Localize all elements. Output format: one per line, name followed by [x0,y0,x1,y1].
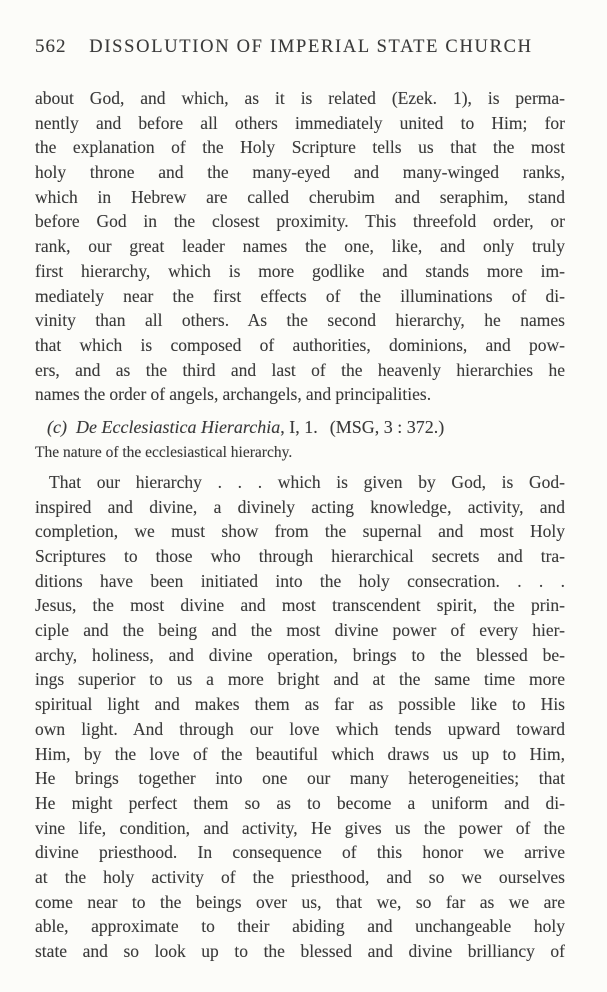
text-line: able, approximate to their abiding and unchangeable holy [35,916,565,937]
running-title: DISSOLUTION OF IMPERIAL STATE CHURCH [89,37,533,57]
text-line: mediately near the first effects of the illuminations of di- [35,285,565,306]
text-line: the explanation of the Holy Scripture tells us that the most [35,137,565,158]
text-line: Scriptures to those who through hierarchical secrets and tra- [35,546,565,566]
text-line: names the order of angels, archangels, and principalities. [35,384,432,405]
text-line: before God in the closest proximity. This threefold order, or [35,211,565,232]
text-line: That our hierarchy . . . which is given by God, is God- [49,471,565,492]
text-line: spiritual light and makes them as far as possible like to His [35,694,565,715]
text-line: ers, and as the third and last of the heavenly hierarchies he [35,359,565,380]
text-line: Him, by the love of the beautiful which draws us up to Him, [35,743,565,764]
text-line: archy, holiness, and divine operation, brings to the blessed be- [35,644,565,665]
text-line: ditions have been initiated into the holy consecration. . . . [35,570,565,591]
text-line: come near to the beings over us, that we, so far as we are [35,891,565,912]
citation-work-title: De Ecclesiastica Hierarchia [75,416,281,437]
text-line: first hierarchy, which is more godlike and stands more im- [35,260,565,281]
text-line: about God, and which, as it is related (Ezek. 1), is perma- [35,88,565,108]
citation-locus: , I, 1. [280,416,318,437]
text-line: ciple and the being and the most divine power of every hier- [35,620,565,641]
text-line: He might perfect them so as to become a uniform and di- [35,792,565,813]
paragraph-1 [35,86,565,407]
text-line: He brings together into one our many heterogeneities; that [35,768,565,789]
citation-heading [35,415,565,439]
running-head [35,36,565,58]
page-content [35,36,565,964]
text-line: vine life, condition, and activity, He gives us the power of the [35,817,565,838]
text-line: vinity than all others. As the second hierarchy, he names [35,310,565,331]
text-line: ings superior to us a more bright and at the same time more [35,669,565,690]
section-note: The nature of the ecclesiastical hierarchy. [35,443,293,461]
text-line: which in Hebrew are called cherubim and seraphim, stand [35,186,565,207]
page-number: 562 [35,36,67,57]
text-line: nently and before all others immediately united to Him; for [35,112,565,133]
citation-label: (c) [47,416,67,437]
text-line: that which is composed of authorities, dominions, and pow- [35,334,565,355]
text-line: own light. And through our love which tends upward toward [35,718,565,739]
text-line: completion, we must show from the supernal and most Holy [35,521,565,542]
text-line: holy throne and the many-eyed and many-winged ranks, [35,162,565,183]
text-line: state and so look up to the blessed and divine brilliancy of [35,941,565,961]
text-line: Jesus, the most divine and most transcendent spirit, the prin- [35,595,565,616]
paragraph-2 [35,470,565,964]
text-line: at the holy activity of the priesthood, and so we ourselves [35,866,565,887]
text-line: inspired and divine, a divinely acting knowledge, activity, and [35,496,565,517]
text-line: rank, our great leader names the one, like, and only truly [35,236,565,257]
text-line: divine priesthood. In consequence of this honor we arrive [35,842,565,863]
citation-source: (MSG, 3 : 372.) [329,416,445,437]
